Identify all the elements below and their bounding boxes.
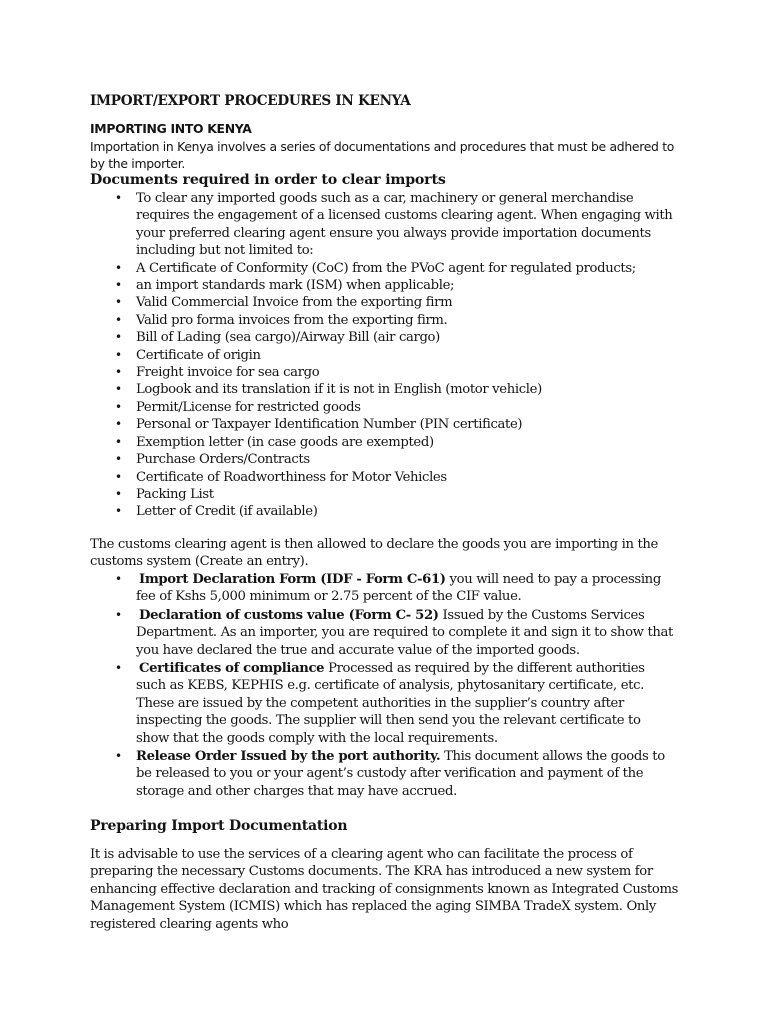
list-item (0, 660, 700, 747)
bullet-icon: • (115, 365, 122, 380)
list-item-text: Exemption letter (in case goods are exempted) (136, 434, 434, 450)
list-item-text: Packing List (136, 486, 214, 502)
list-item-text: Purchase Orders/Contracts (136, 452, 310, 468)
list-item-text: an import standards mark (ISM) when applicable; (136, 278, 455, 294)
bullet-icon: • (115, 399, 122, 414)
bullet-icon: • (115, 469, 122, 484)
final-paragraph: It is advisable to use the services of a clearing agent who can facilitate the process of preparing the necessary Customs documents. The KRA has introduced a new system for enhancing effective declaration and tracking of consignments known as Integrated Customs Management System (ICMIS) which has replaced the aging SIMBA TradeX system. Only registered clearing agents who (90, 847, 679, 932)
bullet-icon: • (115, 504, 122, 519)
declaration-title: Certificates of compliance (139, 661, 325, 677)
required-documents-list (0, 190, 700, 521)
bullet-icon: • (115, 278, 122, 293)
list-item (0, 381, 700, 398)
list-item (0, 312, 700, 329)
list-item (0, 434, 700, 451)
declaration-text: Processed as required by the different authorities such as KEBS, KEPHIS e.g. certificate of analysis, phytosanitary certificate, etc. These are issued by the competent authorities in the supplier’s country after inspecting the goods. The supplier will then send you the relevant certificate to show that the goods comply with the local requirements. (136, 661, 645, 746)
list-item-text: Bill of Lading (sea cargo)/Airway Bill (air cargo) (136, 330, 440, 346)
list-item-text: A Certificate of Conformity (CoC) from the PVoC agent for regulated products; (136, 260, 636, 276)
list-item-text: Logbook and its translation if it is not in English (motor vehicle) (136, 382, 542, 398)
bullet-icon: • (115, 452, 122, 467)
bullet-icon: • (115, 191, 122, 205)
list-item (0, 416, 700, 433)
bullet-icon: • (115, 661, 122, 676)
bullet-icon: • (115, 347, 122, 362)
intro-paragraph: Importation in Kenya involves a series of documentations and procedures that must be adhered to by the importer. (90, 139, 675, 171)
bullet-icon: • (115, 434, 122, 449)
list-item-text: Permit/License for restricted goods (136, 399, 361, 415)
list-item-text: Certificate of origin (136, 347, 261, 363)
declaration-text: Issued by the Customs Services Department. As an importer, you are required to complete it and sign it to show that you have declared the true and accurate value of the imported goods. (136, 607, 673, 658)
list-item (0, 347, 700, 364)
bullet-icon: • (115, 749, 122, 764)
declaration-text: This document allows the goods to be released to you or your agent’s custody after verification and payment of the storage and other charges that may have accrued. (136, 749, 665, 799)
list-item-text: Valid pro forma invoices from the exporting firm. (136, 312, 448, 328)
bullet-icon: • (115, 330, 122, 345)
list-item-text: Letter of Credit (if available) (136, 504, 318, 520)
bullet-icon: • (115, 295, 122, 310)
list-item (0, 486, 700, 503)
list-item (0, 469, 700, 486)
bullet-icon: • (115, 260, 122, 275)
list-item (0, 399, 700, 416)
list-item (0, 190, 700, 260)
bullet-icon: • (115, 382, 122, 397)
documents-heading: Documents required in order to clear imports (90, 172, 446, 188)
list-item (0, 607, 700, 659)
section-subtitle: IMPORTING INTO KENYA (90, 121, 252, 136)
list-item (0, 748, 700, 800)
list-item (0, 329, 700, 346)
clearing-agent-paragraph: The customs clearing agent is then allowed to declare the goods you are importing in the customs system (Create an entry). (90, 537, 659, 570)
list-item-text: To clear any imported goods such as a car, machinery or general merchandise requires the engagement of a licensed customs clearing agent. When engaging with your preferred clearing agent ensure you always provide importation documents including but not limited to: (136, 191, 673, 259)
declaration-title: Import Declaration Form (IDF - Form C-61) (139, 572, 446, 587)
list-item-text: Freight invoice for sea cargo (136, 365, 320, 381)
document-title: IMPORT/EXPORT PROCEDURES IN KENYA (90, 93, 411, 109)
bullet-icon: • (115, 312, 122, 327)
list-item (0, 571, 700, 606)
list-item (0, 260, 700, 277)
list-item-text: Certificate of Roadworthiness for Motor Vehicles (136, 469, 447, 485)
list-item (0, 451, 700, 468)
list-item (0, 294, 700, 311)
section-heading: Preparing Import Documentation (90, 818, 348, 834)
declarations-list (0, 571, 700, 800)
list-item (0, 503, 700, 520)
bullet-icon: • (115, 486, 122, 501)
bullet-icon: • (115, 417, 122, 432)
list-item (0, 364, 700, 381)
list-item-text: Personal or Taxpayer Identification Number (PIN certificate) (136, 417, 523, 433)
declaration-text: you will need to pay a processing fee of Kshs 5,000 minimum or 2.75 percent of the CIF value. (136, 572, 661, 605)
bullet-icon: • (115, 607, 122, 622)
bullet-icon: • (115, 572, 122, 586)
list-item-text: Valid Commercial Invoice from the exporting firm (136, 295, 453, 311)
declaration-title: Release Order Issued by the port authority. (136, 749, 441, 765)
list-item (0, 277, 700, 294)
declaration-title: Declaration of customs value (Form C- 52) (139, 607, 439, 623)
